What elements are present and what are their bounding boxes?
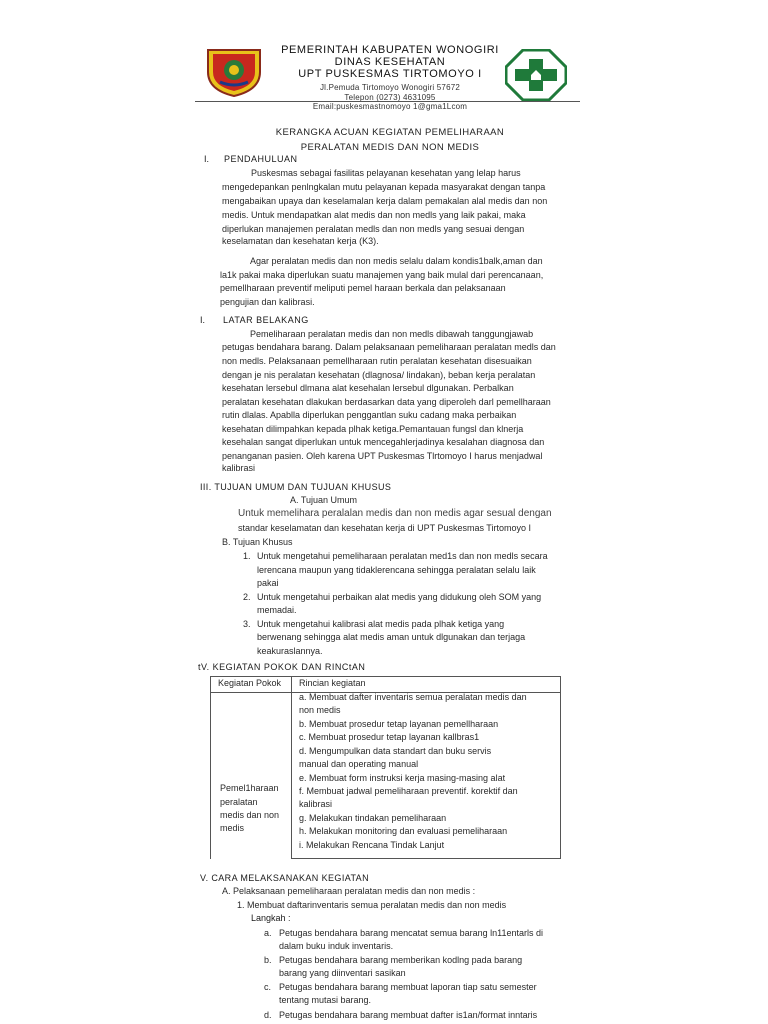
table-header-cell: Rincian kegiatan xyxy=(299,678,366,688)
table-divider xyxy=(291,858,560,859)
subsection-label: A. Tujuan Umum xyxy=(290,495,358,505)
paragraph-line: penanganan pasien. Oleh karena UPT Puskesmas Tlrtomoyo I harus menjadwal xyxy=(222,451,543,461)
table-cell-line: b. Membuat prosedur tetap layanan pemellharaan xyxy=(299,719,499,729)
doc-title-line1: KERANGKA ACUAN KEGIATAN PEMELIHARAAN xyxy=(275,127,505,138)
table-cell-line: Pemel1haraan xyxy=(220,783,279,793)
paragraph-line: keselamatan dan kesehatan kerja (K3). xyxy=(222,236,379,246)
paragraph-line: Puskesmas sebagai fasilitas pelayanan kesehatan yang lelap harus xyxy=(251,168,521,178)
letterhead-phone: Telepon (0273) 4631095 xyxy=(344,92,436,102)
table-cell-line: f. Membuat jadwal pemeliharaan preventif. korektif dan xyxy=(299,786,518,796)
section-number: I. xyxy=(200,315,206,325)
puskesmas-logo-icon xyxy=(505,49,567,101)
list-item-line: pakai xyxy=(257,578,279,588)
list-item-line: Untuk mengetahui pemeliharaan peralatan med1s dan non medls secara xyxy=(257,551,548,561)
list-number: d. xyxy=(264,1010,272,1020)
table-cell-line: e. Membuat form instruksi kerja masing-masing alat xyxy=(299,773,506,783)
list-number: a. xyxy=(264,928,272,938)
table-cell-line: medis dan non xyxy=(220,810,280,820)
list-item-line: Petugas bendahara barang membuat laporan tiap satu semester xyxy=(279,982,537,992)
section-heading: tV. KEGIATAN POKOK DAN RINCtAN xyxy=(198,662,366,672)
list-item-line: berwenang sehingga alat medis aman untuk dlgunakan dan terjaga xyxy=(257,632,526,642)
list-number: 3. xyxy=(243,619,251,629)
letterhead-dept: DINAS KESEHATAN xyxy=(334,56,446,68)
table-cell-line: medis xyxy=(220,823,245,833)
section-number: I. xyxy=(204,154,210,164)
list-number: b. xyxy=(264,955,272,965)
section-heading: LATAR BELAKANG xyxy=(223,315,309,325)
list-item-line: Untuk mengetahui perbaikan alat medis yang didukung oleh SOM yang xyxy=(257,592,542,602)
paragraph-line: Agar peralatan medis dan non medis selalu dalam kondis1balk,aman dan xyxy=(250,256,543,266)
list-item-line: 1. Membuat daftarinventaris semua peralatan medis dan non medis xyxy=(237,900,507,910)
subsection-label: B. Tujuan Khusus xyxy=(222,537,293,547)
list-item-line: Petugas bendahara barang membuat dafter is1an/format inntaris xyxy=(279,1010,538,1020)
steps-label: Langkah : xyxy=(251,913,291,923)
paragraph-line: Untuk memelihara peralalan medis dan non medis agar sesual dengan xyxy=(238,508,552,519)
table-divider xyxy=(291,677,292,859)
list-number: c. xyxy=(264,982,272,992)
list-item-line: keakuraslannya. xyxy=(257,646,323,656)
list-item-line: tentang mutasi barang. xyxy=(279,995,372,1005)
paragraph-line: diperlukan manajemen peralatan medls dan non medls yang sesuai dengan xyxy=(222,224,525,234)
list-number: 1. xyxy=(243,551,251,561)
paragraph-line: standar keselamatan dan kesehatan kerja di UPT Puskesmas Tirtomoyo I xyxy=(238,523,531,533)
paragraph-line: kalibrasi xyxy=(222,463,256,473)
list-number: 2. xyxy=(243,592,251,602)
table-cell-line: a. Membuat dafter inventaris semua peralatan medis dan xyxy=(299,692,527,702)
list-item-line: Petugas bendahara barang memberikan kodlng pada barang xyxy=(279,955,523,965)
table-cell-line: h. Melakukan monitoring dan evaluasi pemeliharaan xyxy=(299,826,508,836)
paragraph-line: mengedepankan penlngkalan mutu pelayanan kepada masyarakat dengan tanpa xyxy=(222,182,546,192)
table-cell-line: i. Melakukan Rencana Tindak Lanjut xyxy=(299,840,445,850)
letterhead-gov: PEMERINTAH KABUPATEN WONOGIRI xyxy=(281,44,499,56)
letterhead-unit: UPT PUSKESMAS TIRTOMOYO I xyxy=(298,68,482,80)
table-cell-line: g. Melakukan tindakan pemeliharaan xyxy=(299,813,447,823)
table-cell-line: d. Mengumpulkan data standart dan buku servis xyxy=(299,746,492,756)
list-item-line: Petugas bendahara barang mencatat semua barang ln11entarls di xyxy=(279,928,544,938)
table-cell-line: kalibrasi xyxy=(299,799,333,809)
section-heading: V. CARA MELAKSANAKAN KEGIATAN xyxy=(200,873,369,883)
section-heading: III. TUJUAN UMUM DAN TUJUAN KHUSUS xyxy=(200,482,392,492)
paragraph-line: non medls. Pelaksanaan pemellharaan rutin peralatan kesehatan disesuaikan xyxy=(222,356,532,366)
table-header-cell: Kegiatan Pokok xyxy=(218,678,282,688)
doc-title-line2: PERALATAN MEDIS DAN NON MEDIS xyxy=(300,142,480,153)
paragraph-line: kesehalan sangat diperlukan untuk mencegahlerjadinya kesalahan diagnosa dan xyxy=(222,437,545,447)
paragraph-line: rutin dlalas. Apablla diperlukan penggantlan suku cadang maka perbaikan xyxy=(222,410,517,420)
paragraph-line: peralatan kesehatan dlakukan berdasarkan data yang diperoleh darl pemellharaan xyxy=(222,397,551,407)
subsection-label: A. Pelaksanaan pemeliharaan peralatan medis dan non medis : xyxy=(222,886,476,896)
wonogiri-emblem-icon xyxy=(202,46,266,98)
letterhead-divider xyxy=(195,101,580,102)
paragraph-line: mengabaikan upaya dan keselamalan kerja dalam pemakalan alal medis dan non xyxy=(222,196,548,206)
paragraph-line: dengan je nis peralatan kesehatan (dlagnosa/ lindakan), beban kerja peralatan xyxy=(222,370,536,380)
section-heading: PENDAHULUAN xyxy=(224,154,298,164)
paragraph-line: medis. Untuk mendapatkan alat medis dan non medls yang laik pakai, maka xyxy=(222,210,526,220)
list-item-line: Untuk mengetahui kalibrasi alat medis pada plhak ketiga yang xyxy=(257,619,505,629)
paragraph-line: pengujian dan kalibrasi. xyxy=(220,297,315,307)
letterhead-address: Jl.Pemuda Tirtomoyo Wonogiri 57672 xyxy=(319,83,461,92)
paragraph-line: petugas bendahara barang. Dalam pelaksanaan pemeliharaan peralatan medls dan xyxy=(222,342,556,352)
paragraph-line: kesehatan lersebul dlmana alat kesehalan lersebul dlgunakan. Perbalkan xyxy=(222,383,514,393)
list-item-line: lerencana maupun yang tidaklerencana sehingga peralatan selalu laik xyxy=(257,565,536,575)
letterhead-email: Email:puskesmastnomoyo 1@gma1Lcom xyxy=(312,102,468,111)
list-item-line: barang yang diinventari sasikan xyxy=(279,968,406,978)
table-cell-line: non medis xyxy=(299,705,341,715)
table-cell-line: manual dan operating manual xyxy=(299,759,419,769)
list-item-line: memadai. xyxy=(257,605,297,615)
table-cell-line: peralatan xyxy=(220,797,258,807)
paragraph-line: Pemeliharaan peralatan medis dan non medls dibawah tanggungjawab xyxy=(250,329,534,339)
list-item-line: dalam buku induk inventaris. xyxy=(279,941,394,951)
paragraph-line: la1k pakai maka diperlukan suatu manajemen yang baik mulal dari perencanaan, xyxy=(220,270,544,280)
paragraph-line: pemellharaan preventif meliputi pemel haraan berkala dan pelaksanaan xyxy=(220,283,506,293)
paragraph-line: kesehatan dilimpahkan kepada plhak ketiga.Pemantauan fungsl dan klnerja xyxy=(222,424,524,434)
table-cell-line: c. Membuat prosedur tetap layanan kallbras1 xyxy=(299,732,480,742)
